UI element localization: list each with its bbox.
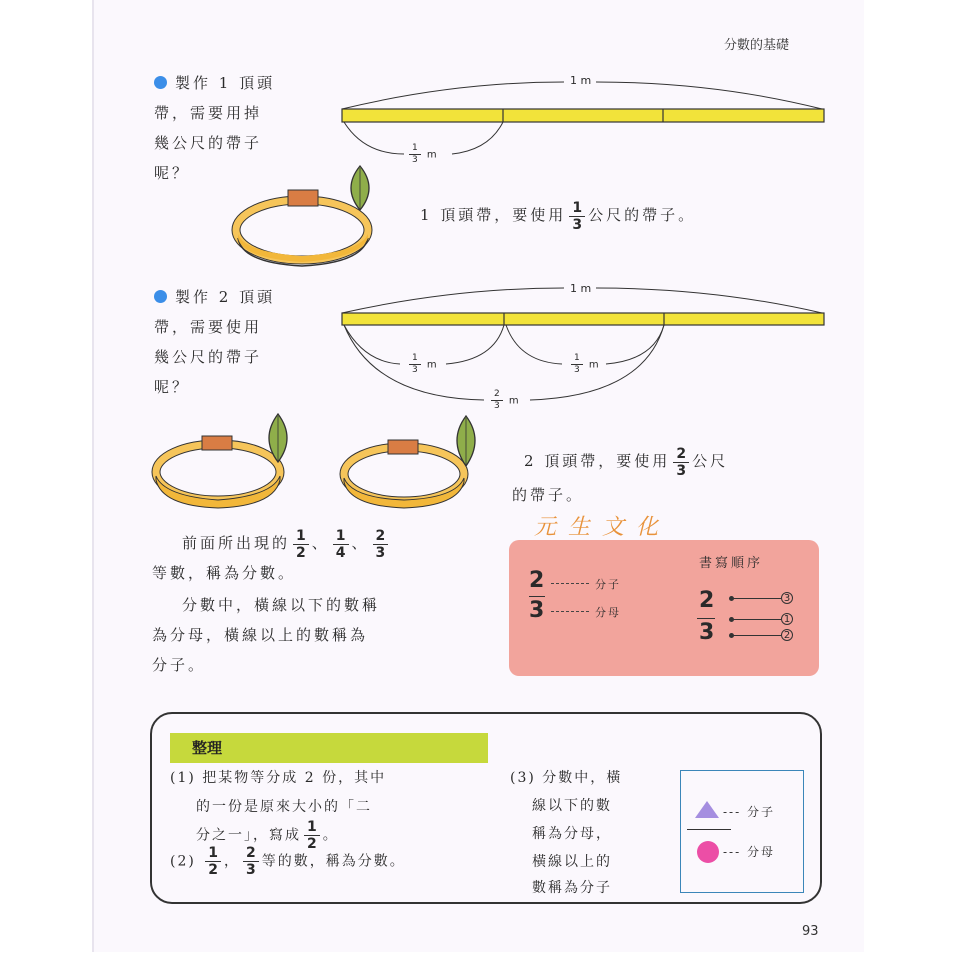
segment-length-label: $\frac{1}{3}$ m bbox=[406, 354, 437, 375]
order-numerator: 2 bbox=[699, 588, 715, 613]
dashed-leader bbox=[551, 583, 589, 584]
headband-illustration bbox=[336, 410, 486, 515]
q1-line: 幾公尺的帶子 bbox=[154, 134, 263, 152]
segment-length-label: $\frac{1}{3}$ m bbox=[568, 354, 599, 375]
order-mark: 3 bbox=[781, 592, 793, 604]
q2-line: 製作 2 頂頭 bbox=[175, 288, 276, 306]
numerator-label: 分子 bbox=[595, 578, 621, 591]
q1-line: 帶，需要用掉 bbox=[154, 104, 263, 122]
summary-item-1: 分之一」，寫成 $\frac{1}{2}$ 。 bbox=[196, 819, 339, 852]
summary-item-3: (3) 分數中，橫 bbox=[510, 770, 623, 786]
writing-order-box bbox=[509, 540, 819, 676]
q1-line: 呢？ bbox=[154, 164, 191, 182]
order-line bbox=[731, 598, 781, 599]
triangle-icon bbox=[695, 801, 719, 818]
publisher-watermark: 元生文化 bbox=[534, 515, 671, 540]
order-line bbox=[731, 635, 781, 636]
strip-diagram-2 bbox=[334, 280, 834, 410]
explanation-para-2: 分子。 bbox=[152, 656, 207, 674]
fraction-legend-box bbox=[680, 770, 804, 893]
dashed-leader bbox=[551, 611, 589, 612]
answer-2-sentence-cont: 的帶子。 bbox=[512, 486, 585, 504]
summary-item-1: (1) 把某物等分成 2 份，其中 bbox=[170, 770, 387, 786]
q2-line: 帶，需要使用 bbox=[154, 318, 263, 336]
segment-length-label: $\frac{1}{3}$ m bbox=[406, 144, 437, 165]
order-mark: 1 bbox=[781, 613, 793, 625]
summary-item-3: 數稱為分子 bbox=[532, 880, 612, 896]
explanation-line-1: 前面所出現的 $\frac{1}{2}$ 、 $\frac{1}{4}$ 、 $\frac{2}{3}$ bbox=[182, 528, 391, 560]
summary-item-3: 橫線以上的 bbox=[532, 854, 612, 870]
denominator-legend-label: --- 分母 bbox=[723, 845, 775, 859]
fraction-bar bbox=[687, 829, 731, 830]
summary-item-2: (2) $\frac{1}{2}$ ， $\frac{2}{3}$ 等的數，稱為分數。 bbox=[170, 845, 406, 878]
bullet-icon bbox=[154, 290, 167, 303]
question-2-text bbox=[154, 282, 329, 402]
order-fraction-bar bbox=[697, 618, 715, 619]
summary-item-3: 稱為分母， bbox=[532, 826, 612, 842]
headband-illustration bbox=[230, 158, 400, 273]
fraction-numerator: 2 bbox=[529, 568, 545, 593]
total-length-label: 1 m bbox=[570, 282, 592, 295]
summary-item-3: 線以下的數 bbox=[532, 798, 612, 814]
textbook-page bbox=[92, 0, 864, 952]
order-denominator: 3 bbox=[699, 620, 715, 645]
total-length-label: 1 m bbox=[570, 74, 592, 87]
explanation-para-2: 為分母，橫線以上的數稱為 bbox=[152, 626, 369, 644]
order-mark: 2 bbox=[781, 629, 793, 641]
order-line bbox=[731, 619, 781, 620]
page-header-title: 分數的基礎 bbox=[724, 38, 790, 53]
circle-icon bbox=[697, 841, 719, 863]
denominator-label: 分母 bbox=[595, 606, 621, 619]
two-thirds-length-label: $\frac{2}{3}$ m bbox=[488, 390, 519, 411]
q2-line: 呢？ bbox=[154, 378, 191, 396]
bullet-icon bbox=[154, 76, 167, 89]
answer-1-sentence: 1 頂頭帶，要使用 $\frac{1}{3}$ 公尺的帶子。 bbox=[420, 199, 697, 233]
headband-illustration bbox=[150, 410, 300, 515]
summary-item-1: 的一份是原來大小的「二 bbox=[196, 799, 372, 815]
fraction-denominator: 3 bbox=[529, 598, 545, 623]
summary-box bbox=[150, 712, 822, 904]
fraction-bar bbox=[529, 596, 545, 597]
answer-2-sentence: 2 頂頭帶，要使用 $\frac{2}{3}$ 公尺 bbox=[524, 445, 729, 479]
page-number: 93 bbox=[802, 924, 819, 939]
numerator-legend-label: --- 分子 bbox=[723, 805, 775, 819]
explanation-para-2: 分數中，橫線以下的數稱 bbox=[182, 596, 381, 614]
q1-line: 製作 1 頂頭 bbox=[175, 74, 276, 92]
q2-line: 幾公尺的帶子 bbox=[154, 348, 263, 366]
explanation-line-2: 等數，稱為分數。 bbox=[152, 564, 297, 582]
writing-order-title: 書寫順序 bbox=[699, 556, 764, 571]
summary-title: 整理 bbox=[170, 733, 488, 763]
